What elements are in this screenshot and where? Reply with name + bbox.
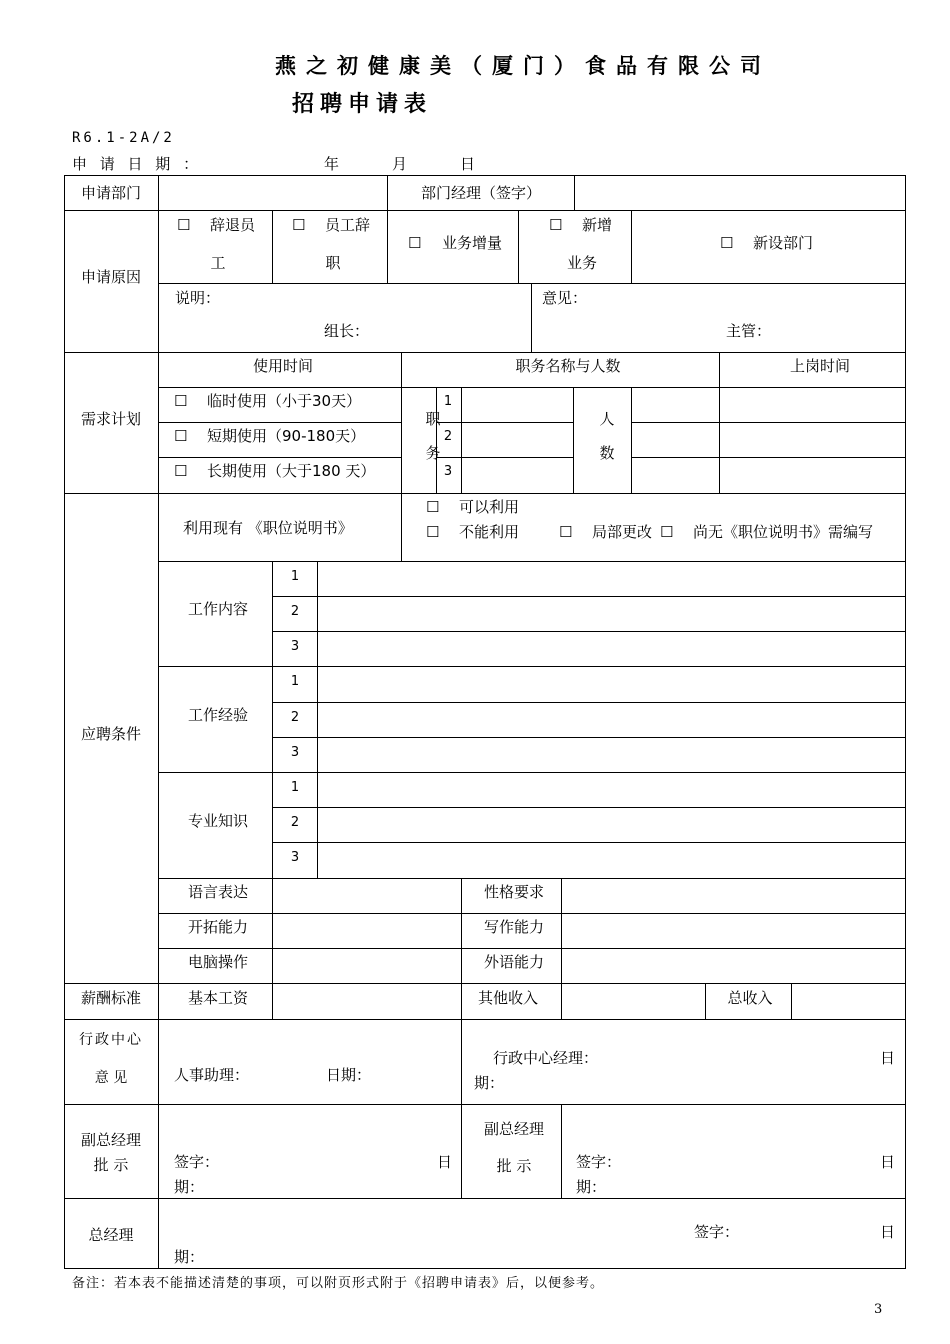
vp-period-label-right: 期：: [576, 1178, 607, 1196]
col-position-count: 职务名称与人数: [515, 357, 621, 375]
vp-day-label-right: 日: [880, 1153, 896, 1171]
label-total-income: 总收入: [727, 989, 773, 1007]
label-salary: 薪酬标准: [80, 989, 142, 1007]
period-temporary: 临时使用（小于30天）: [207, 392, 362, 410]
reason-new-department: 新设部门: [753, 234, 814, 252]
label-general-manager: 总经理: [88, 1226, 134, 1244]
admin-manager-label: 行政中心经理：: [493, 1049, 599, 1067]
col-start-time: 上岗时间: [789, 357, 851, 375]
knowledge-index-2: 2: [290, 815, 300, 830]
label-expansion: 开拓能力: [187, 918, 249, 936]
admin-day-label: 日: [880, 1049, 896, 1067]
position-index-3: 3: [443, 464, 453, 479]
position-char-2: 务: [425, 444, 441, 462]
option-can-use: 可以利用: [459, 498, 520, 516]
checkbox-cannot-use[interactable]: ☐: [426, 523, 440, 541]
work-experience-index-2: 2: [290, 710, 300, 725]
knowledge-index-1: 1: [290, 780, 300, 795]
count-char-2: 数: [599, 444, 615, 462]
existing-spec-label: 利用现有 《职位说明书》: [183, 519, 353, 537]
year-label: 年: [324, 155, 340, 173]
label-base-salary: 基本工资: [187, 989, 249, 1007]
reason-dismiss-line1: 辞退员: [210, 216, 256, 234]
checkbox-short-term[interactable]: ☐: [174, 427, 188, 445]
label-work-content: 工作内容: [187, 600, 249, 618]
checkbox-no-spec[interactable]: ☐: [660, 523, 674, 541]
label-department: 申请部门: [80, 184, 142, 202]
period-short-term: 短期使用（90-180天）: [207, 427, 366, 445]
label-admin-line1: 行政中心: [79, 1032, 143, 1048]
option-partial-change: 局部更改: [592, 523, 653, 541]
position-char-1: 职: [425, 410, 441, 428]
option-no-spec: 尚无《职位说明书》需编写: [693, 523, 874, 541]
count-char-1: 人: [599, 410, 615, 428]
reason-resign-line1: 员工辞: [325, 216, 371, 234]
form-title: 招聘申请表: [292, 92, 433, 117]
dept-manager-sign-label: 部门经理（签字）: [420, 184, 542, 202]
company-name: 燕之初健康美（厦门）食品有限公司: [275, 54, 771, 78]
checkbox-dismiss[interactable]: ☐: [177, 216, 191, 234]
leader-label: 组长：: [324, 322, 370, 340]
knowledge-index-3: 3: [290, 850, 300, 865]
hr-assistant-label: 人事助理：: [174, 1066, 250, 1084]
gm-sign-label: 签字：: [694, 1223, 740, 1241]
checkbox-temporary[interactable]: ☐: [174, 392, 188, 410]
vp-day-label-left: 日: [437, 1153, 453, 1171]
checkbox-can-use[interactable]: ☐: [426, 498, 440, 516]
label-work-experience: 工作经验: [187, 706, 249, 724]
label-foreign-language: 外语能力: [483, 953, 545, 971]
form-code: R6.1-2A/2: [72, 130, 175, 146]
reason-resign-line2: 职: [325, 254, 341, 272]
work-content-index-3: 3: [290, 639, 300, 654]
date-label: 申 请 日 期 ：: [72, 155, 203, 173]
checkbox-long-term[interactable]: ☐: [174, 462, 188, 480]
label-conditions: 应聘条件: [80, 725, 142, 743]
explain-label: 说明：: [175, 289, 221, 307]
month-label: 月: [392, 155, 408, 173]
label-vp-line2: 批 示: [93, 1156, 129, 1174]
checkbox-new-business[interactable]: ☐: [549, 216, 563, 234]
label-personality: 性格要求: [483, 883, 545, 901]
admin-period-label: 期：: [474, 1074, 505, 1092]
label-admin-line2: 意 见: [94, 1070, 128, 1086]
vp-period-label-left: 期：: [174, 1178, 205, 1196]
label-computer: 电脑操作: [187, 953, 249, 971]
supervisor-label: 主管：: [726, 322, 772, 340]
label-other-income: 其他收入: [477, 989, 539, 1007]
gm-day-label: 日: [880, 1223, 896, 1241]
label-plan: 需求计划: [80, 410, 142, 428]
reason-new-business-line2: 业务: [566, 254, 598, 272]
label-reason: 申请原因: [80, 268, 142, 286]
page-number: 3: [874, 1302, 883, 1317]
checkbox-new-department[interactable]: ☐: [720, 234, 734, 252]
label-vp-line1: 副总经理: [80, 1131, 142, 1149]
label-writing: 写作能力: [483, 918, 545, 936]
label-knowledge: 专业知识: [187, 812, 249, 830]
checkbox-resign[interactable]: ☐: [292, 216, 306, 234]
option-cannot-use: 不能利用: [459, 523, 520, 541]
hr-date-label: 日期：: [326, 1066, 372, 1084]
vp-sign-label-right: 签字：: [576, 1153, 622, 1171]
day-label: 日: [460, 155, 476, 173]
label-vp2-line1: 副总经理: [483, 1120, 545, 1138]
position-index-2: 2: [443, 429, 453, 444]
gm-period-label: 期：: [174, 1248, 205, 1266]
reason-business-growth: 业务增量: [442, 234, 503, 252]
position-index-1: 1: [443, 394, 453, 409]
work-experience-index-3: 3: [290, 745, 300, 760]
checkbox-partial-change[interactable]: ☐: [559, 523, 573, 541]
checkbox-business-growth[interactable]: ☐: [408, 234, 422, 252]
period-long-term: 长期使用（大于180 天）: [207, 462, 376, 480]
work-content-index-1: 1: [290, 569, 300, 584]
vp-sign-label-left: 签字：: [174, 1153, 220, 1171]
work-content-index-2: 2: [290, 604, 300, 619]
reason-new-business-line1: 新增: [582, 216, 613, 234]
footer-note: 备注：若本表不能描述清楚的事项，可以附页形式附于《招聘申请表》后，以便参考。: [72, 1276, 605, 1291]
work-experience-index-1: 1: [290, 674, 300, 689]
reason-dismiss-line2: 工: [210, 254, 226, 272]
opinion-label: 意见：: [542, 289, 588, 307]
label-vp2-line2: 批 示: [496, 1157, 532, 1175]
col-usage-time: 使用时间: [252, 357, 314, 375]
label-language: 语言表达: [187, 883, 249, 901]
